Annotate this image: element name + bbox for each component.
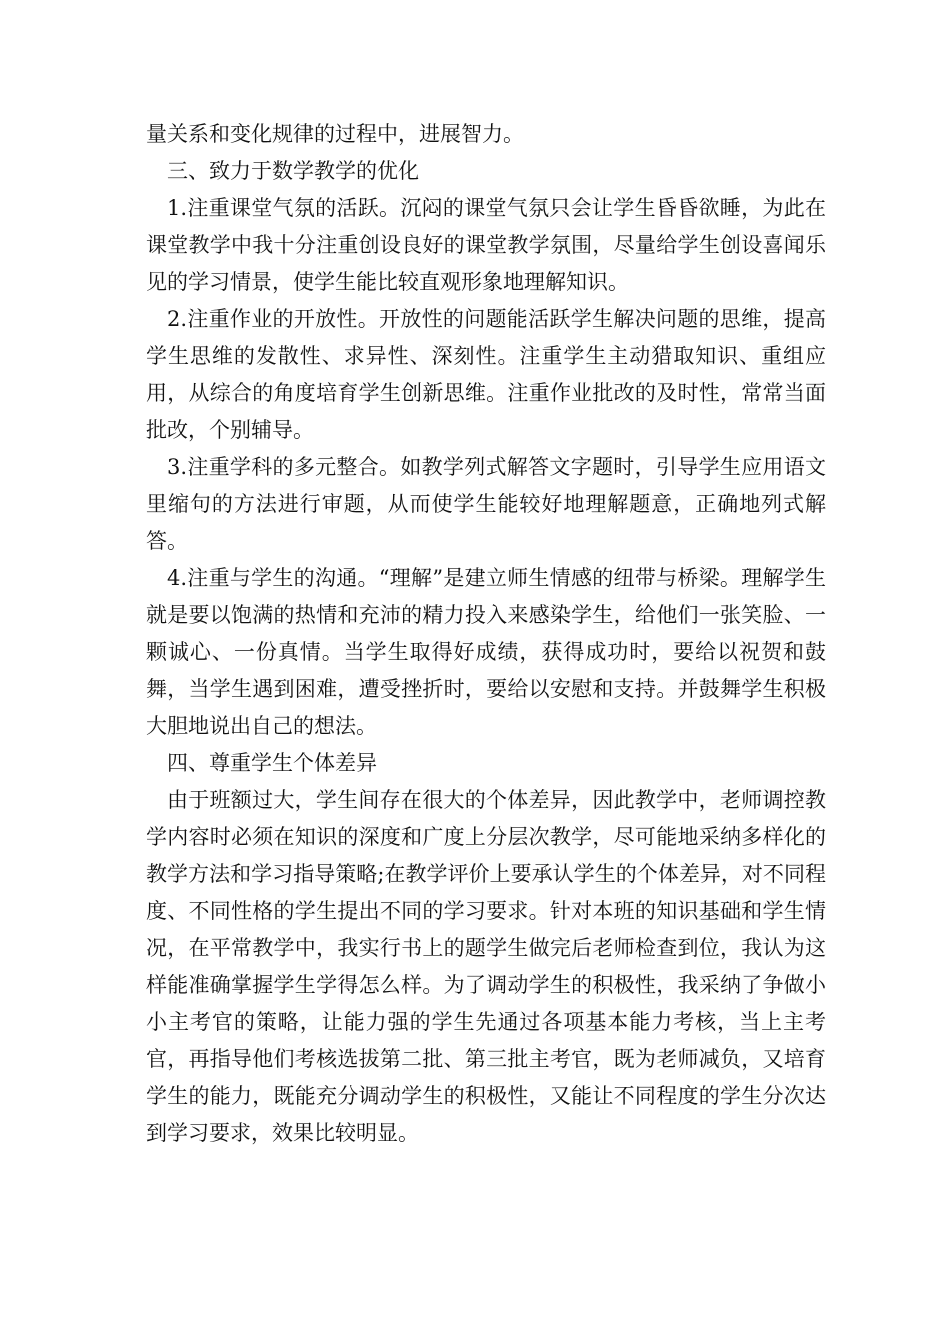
section-heading-4: 四、尊重学生个体差异 <box>167 751 377 775</box>
paragraph-item-3: 3.注重学科的多元整合。如教学列式解答文字题时，引导学生应用语文里缩句的方法进行审题，从而使学生能较好地理解题意，正确地列式解答。 <box>146 455 826 553</box>
paragraph-item-1: 1.注重课堂气氛的活跃。沉闷的课堂气氛只会让学生昏昏欲睡，为此在课堂教学中我十分注重创设良好的课堂教学氛围，尽量给学生创设喜闻乐见的学习情景，使学生能比较直观形象地理解知识。 <box>146 196 826 294</box>
document-body <box>146 116 826 1152</box>
paragraph-individual-differences: 由于班额过大，学生间存在很大的个体差异，因此教学中，老师调控教学内容时必须在知识的深度和广度上分层次教学，尽可能地采纳多样化的教学方法和学习指导策略;在教学评价上要承认学生的个体差异，对不同程度、不同性格的学生提出不同的学习要求。针对本班的知识基础和学生情况，在平常教学中，我实行书上的题学生做完后老师检查到位，我认为这样能准确掌握学生学得怎么样。为了调动学生的积极性，我采纳了争做小小主考官的策略，让能力强的学生先通过各项基本能力考核，当上主考官，再指导他们考核选拔第二批、第三批主考官，既为老师减负，又培育学生的能力，既能充分调动学生的积极性，又能让不同程度的学生分次达到学习要求，效果比较明显。 <box>146 788 826 1145</box>
section-heading-3: 三、致力于数学教学的优化 <box>167 159 419 183</box>
paragraph-item-4: 4.注重与学生的沟通。“理解”是建立师生情感的纽带与桥梁。理解学生就是要以饱满的热情和充沛的精力投入来感染学生，给他们一张笑脸、一颗诚心、一份真情。当学生取得好成绩，获得成功时，要给以祝贺和鼓舞，当学生遇到困难，遭受挫折时，要给以安慰和支持。并鼓舞学生积极大胆地说出自己的想法。 <box>146 566 826 738</box>
paragraph-continuation: 量关系和变化规律的过程中，进展智力。 <box>146 122 524 146</box>
paragraph-item-2: 2.注重作业的开放性。开放性的问题能活跃学生解决问题的思维，提高学生思维的发散性、求异性、深刻性。注重学生主动猎取知识、重组应用，从综合的角度培育学生创新思维。注重作业批改的及时性，常常当面批改，个别辅导。 <box>146 307 826 442</box>
